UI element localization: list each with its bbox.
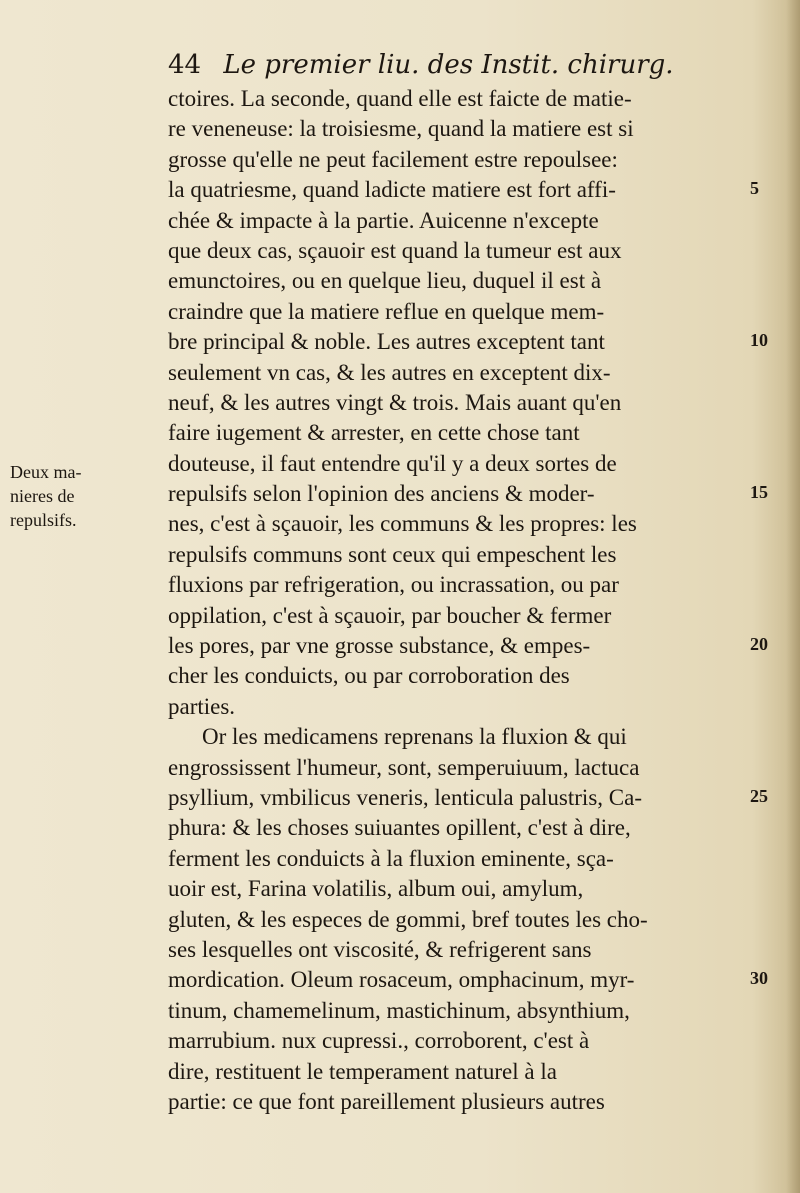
text-line: marrubium. nux cupressi., corroborent, c'est à <box>168 1028 590 1054</box>
line-number: 5 <box>750 178 759 198</box>
text-line: que deux cas, sçauoir est quand la tumeur est aux <box>168 237 622 263</box>
text-line: faire iugement & arrester, en cette chose tant <box>168 420 580 446</box>
text-line: chée & impacte à la partie. Auicenne n'excepte <box>168 207 599 233</box>
line-number: 10 <box>750 330 768 350</box>
text-line: grosse qu'elle ne peut facilement estre repoulsee: <box>168 146 618 172</box>
text-line: psyllium, vmbilicus veneris, lenticula palustris, Ca- <box>168 784 642 810</box>
text-line: craindre que la matiere reflue en quelque mem- <box>168 298 605 324</box>
text-line: seulement vn cas, & les autres en exceptent dix- <box>168 359 611 385</box>
line-number: 25 <box>750 786 768 806</box>
running-title: Le premier liu. des Instit. chirurg. <box>223 50 674 80</box>
text-line: les pores, par vne grosse substance, & empes- <box>168 633 591 659</box>
margin-note-line: Deux ma- <box>10 462 82 482</box>
text-line: bre principal & noble. Les autres exceptent tant <box>168 329 605 355</box>
margin-note <box>10 460 160 532</box>
text-line: repulsifs communs sont ceux qui empeschent les <box>168 541 617 567</box>
page-number: 44 <box>168 50 202 80</box>
margin-note-line: nieres de <box>10 486 75 506</box>
text-line: uoir est, Farina volatilis, album oui, amylum, <box>168 876 584 902</box>
text-line: nes, c'est à sçauoir, les communs & les propres: les <box>168 511 637 537</box>
text-line: parties. <box>168 693 236 719</box>
line-number: 20 <box>750 634 768 654</box>
text-line: fluxions par refrigeration, ou incrassation, ou par <box>168 572 619 598</box>
text-line: tinum, chamemelinum, mastichinum, absynthium, <box>168 997 630 1023</box>
line-number-column <box>746 0 800 1193</box>
text-line: gluten, & les especes de gommi, bref toutes les cho- <box>168 906 648 932</box>
text-line: ses lesquelles ont viscosité, & refrigerent sans <box>168 936 592 962</box>
text-line: ctoires. La seconde, quand elle est faicte de matie- <box>168 86 632 111</box>
text-line: ferment les conduicts à la fluxion eminente, sça- <box>168 845 614 871</box>
line-number: 30 <box>750 968 768 988</box>
text-line: cher les conduicts, ou par corroboration des <box>168 663 570 689</box>
text-line: neuf, & les autres vingt & trois. Mais auant qu'en <box>168 389 622 415</box>
text-line: la quatriesme, quand ladicte matiere est fort affi- <box>168 177 616 203</box>
text-line: repulsifs selon l'opinion des anciens & moder- <box>168 481 595 507</box>
margin-note-line: repulsifs. <box>10 510 77 530</box>
text-line: oppilation, c'est à sçauoir, par boucher & fermer <box>168 602 612 628</box>
line-number: 15 <box>750 482 768 502</box>
text-line: douteuse, il faut entendre qu'il y a deux sortes de <box>168 450 617 476</box>
text-line: emunctoires, ou en quelque lieu, duquel il est à <box>168 268 602 294</box>
text-line: dire, restituent le temperament naturel à la <box>168 1058 557 1084</box>
text-line: mordication. Oleum rosaceum, omphacinum, myr- <box>168 967 635 993</box>
page-header <box>168 48 688 82</box>
text-line: engrossissent l'humeur, sont, semperuiuum, lactuca <box>168 754 640 780</box>
text-line: phura: & les choses suiuantes opillent, c'est à dire, <box>168 815 631 841</box>
paragraph-start-line: Or les medicamens reprenans la fluxion & qui <box>202 724 627 750</box>
text-line: partie: ce que font pareillement plusieurs autres <box>168 1088 605 1114</box>
text-line: re veneneuse: la troisiesme, quand la matiere est si <box>168 116 634 142</box>
body-text <box>168 84 746 1117</box>
